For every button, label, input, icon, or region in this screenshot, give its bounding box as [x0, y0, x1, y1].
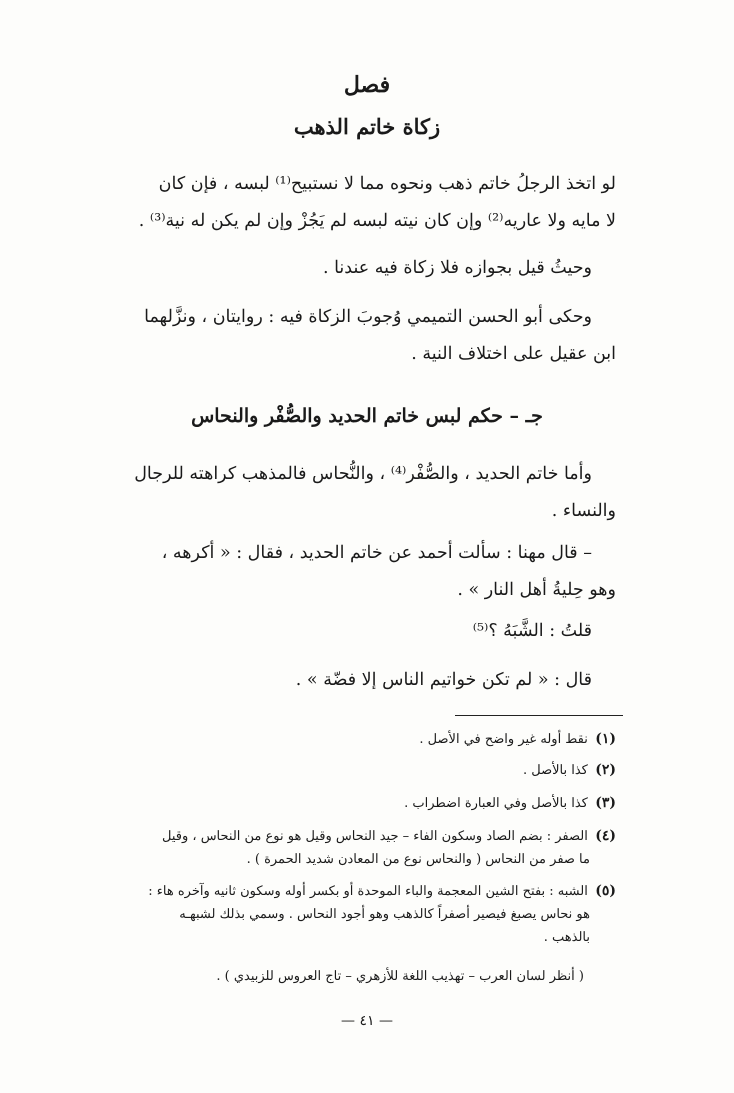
footnote-text: هو نحاس يصبغ فيصير أصفراً كالذهب وهو أجود النحاس . وسمي بذلك لشبهـه	[179, 907, 590, 922]
footnote-number: (٤)	[595, 828, 616, 844]
paragraph-line: والنساء .	[551, 501, 616, 521]
footnote-text: كذا بالأصل وفي العبارة اضطراب .	[404, 796, 588, 811]
footnote-text: بالذهب .	[543, 930, 590, 945]
footnote-number: (٥)	[595, 883, 616, 899]
footnote-4	[96, 825, 616, 871]
footnote-source: ( أنظر لسان العرب – تهذيب اللغة للأزهري – تاج العروس للزبيدي ) .	[216, 969, 584, 984]
paragraph-6	[116, 613, 616, 650]
footnote-number: (١)	[595, 731, 616, 747]
paragraph-1	[116, 166, 616, 240]
paragraph-3	[116, 299, 616, 373]
footnote-text: الشبه : بفتح الشين المعجمة والباء الموحدة أو بكسر أوله وسكون ثانيه وآخره هاء :	[148, 884, 588, 899]
paragraph-line: وحيثُ قيل بجوازه فلا زكاة فيه عندنا .	[322, 258, 592, 278]
paragraph-line: قال : « لم تكن خواتيم الناس إلا فضّة » .	[295, 670, 592, 690]
paragraph-7	[116, 662, 616, 699]
footnote-2	[96, 759, 616, 782]
footnote-text: كذا بالأصل .	[522, 763, 588, 778]
footnote-number: (٢)	[595, 762, 616, 778]
footnote-number: (٣)	[595, 795, 616, 811]
footnote-1	[96, 728, 616, 751]
paragraph-line: قلتُ : الشَّبَهُ ؟⁽⁵⁾	[472, 621, 592, 641]
footnote-5	[96, 880, 616, 949]
footnote-text: نقط أوله غير واضح في الأصل .	[419, 732, 588, 747]
page-title: زكاة خاتم الذهب	[293, 114, 441, 139]
paragraph-line: لا مايه ولا عاريه⁽²⁾ وإن كان نيته لبسه لم يَجُزْ وإن لم يكن له نية⁽³⁾ .	[138, 211, 616, 231]
subheading: جـ – حكم لبس خاتم الحديد والصُّفْر والنحاس	[191, 405, 543, 427]
footnote-3	[96, 792, 616, 815]
footnote-text: ما صفر من النحاس ( والنحاس نوع من المعادن شديد الحمرة ) .	[246, 852, 590, 867]
page-number: — ٤١ —	[341, 1013, 393, 1029]
paragraph-line: ابن عقيل على اختلاف النية .	[411, 344, 616, 364]
footnote-divider	[455, 715, 623, 716]
paragraph-line: وحكى أبو الحسن التميمي وُجوبَ الزكاة فيه : روايتان ، ونزَّلهما	[144, 307, 592, 327]
paragraph-4	[116, 456, 616, 530]
paragraph-line: – قال مهنا : سألت أحمد عن خاتم الحديد ، فقال : « أكرهه ،	[161, 543, 592, 563]
paragraph-line: وهو حِليةُ أهل النار » .	[457, 580, 616, 600]
footnote-text: الصفر : بضم الصاد وسكون الفاء – جيد النحاس وقيل هو نوع من النحاس ، وقيل	[161, 829, 588, 844]
paragraph-5	[116, 535, 616, 609]
paragraph-2	[116, 250, 616, 287]
paragraph-line: لو اتخذ الرجلُ خاتم ذهب ونحوه مما لا نستبيح⁽¹⁾ لبسه ، فإن كان	[158, 174, 616, 194]
section-heading: فصل	[343, 72, 391, 98]
paragraph-line: وأما خاتم الحديد ، والصُّفْر⁽⁴⁾ ، والنُّحاس فالمذهب كراهته للرجال	[134, 464, 592, 484]
